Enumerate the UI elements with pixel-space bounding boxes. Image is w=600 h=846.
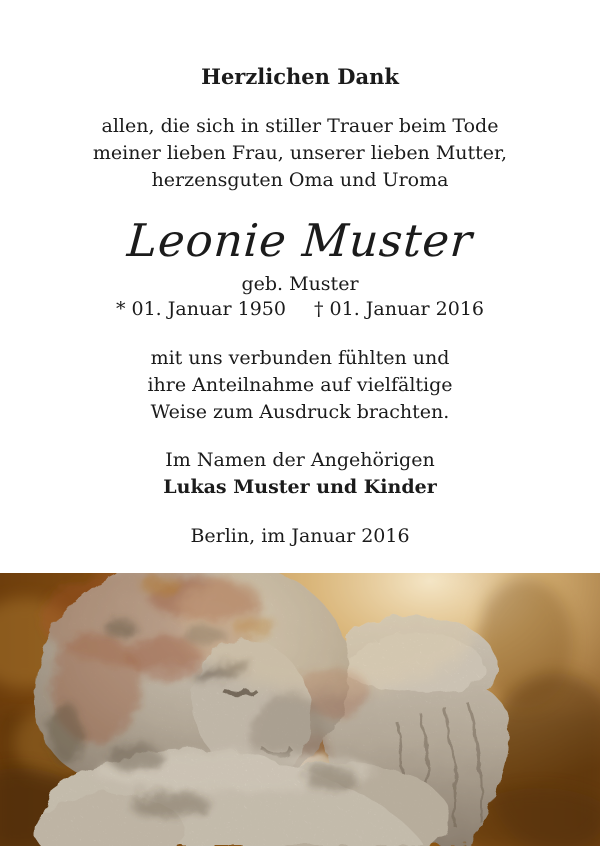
thanks-line: Weise zum Ausdruck brachten.	[150, 401, 450, 423]
deceased-name: Leonie Muster	[125, 214, 475, 267]
angel-statue-illustration	[0, 573, 600, 846]
intro-line: meiner lieben Frau, unserer lieben Mutter,	[92, 142, 508, 164]
birth-date: * 01. Januar 1950	[115, 298, 286, 320]
thanks-line: mit uns verbunden fühlten und	[150, 347, 450, 369]
family-signature: Lukas Muster und Kinder	[163, 476, 437, 498]
intro-line: herzensguten Oma und Uroma	[151, 169, 449, 191]
card-title: Herzlichen Dank	[201, 64, 399, 89]
intro-line: allen, die sich in stiller Trauer beim Tode	[101, 115, 499, 137]
maiden-name: geb. Muster	[241, 273, 359, 295]
thanks-paragraph	[0, 345, 600, 426]
place-date-line: Berlin, im Januar 2016	[190, 525, 410, 547]
statue-group	[0, 573, 520, 846]
in-name-of-line: Im Namen der Angehörigen	[165, 449, 435, 471]
life-dates	[0, 296, 600, 322]
death-date: † 01. Januar 2016	[314, 298, 485, 320]
angel-statue-photo	[0, 573, 600, 846]
intro-paragraph	[0, 113, 600, 194]
thanks-line: ihre Anteilnahme auf vielfältige	[147, 374, 453, 396]
closing-block	[0, 447, 600, 501]
